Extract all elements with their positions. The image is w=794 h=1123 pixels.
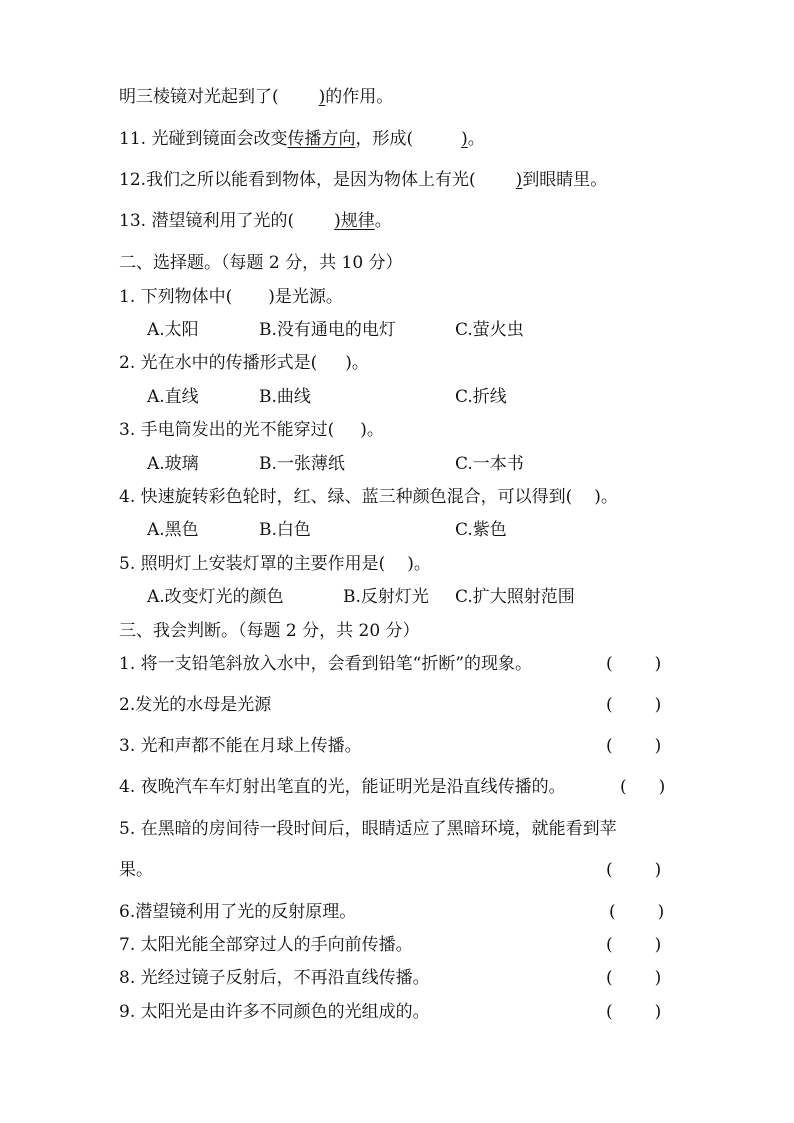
judge-item-2: 2.发光的水母是光源 (119, 695, 272, 715)
mc-q3-text: 3. 手电筒发出的光不能穿过( (119, 420, 335, 440)
q13-after: 。 (374, 211, 392, 231)
paren-close: ) (658, 777, 666, 797)
mc-q4-option-c[interactable]: C.紫色 (455, 520, 507, 540)
mc-q5-option-a[interactable]: A.改变灯光的颜色 (147, 587, 284, 607)
q12-close-paren: ) (515, 170, 523, 190)
judge-answer-5[interactable] (606, 859, 661, 881)
mc-q5-after: )。 (407, 554, 431, 574)
judge-answer-6[interactable] (609, 901, 664, 923)
judge-item-7: 7. 太阳光能全部穿过人的手向前传播。 (119, 935, 413, 955)
judge-item-5: 5. 在黑暗的房间待一段时间后，眼睛适应了黑暗环境，就能看到苹 (119, 819, 617, 839)
mc-q5-option-b[interactable]: B.反射灯光 (343, 587, 429, 607)
mc-q2-option-b[interactable]: B.曲线 (259, 387, 311, 407)
judge-answer-2[interactable] (606, 694, 661, 716)
paren-open: ( (606, 654, 613, 674)
q13-underlined: 规律 (340, 211, 375, 231)
paren-close: ) (654, 695, 662, 715)
mc-question-3 (119, 419, 384, 441)
q13-close-paren: ) (334, 211, 341, 231)
mc-q5-option-c[interactable]: C.扩大照射范围 (455, 587, 575, 607)
judge-answer-8[interactable] (606, 967, 661, 989)
judge-answer-1[interactable] (606, 653, 661, 675)
mc-q1-text: 1. 下列物体中( (119, 287, 233, 307)
paren-close: ) (654, 860, 662, 880)
paren-close: ) (654, 654, 662, 674)
section3-title: 三、我会判断。（每题 2 分，共 20 分） (119, 621, 420, 641)
mc-question-4 (119, 486, 618, 508)
fill-in-q13 (119, 210, 392, 232)
q12-text: 12.我们之所以能看到物体，是因为物体上有光( (119, 170, 476, 190)
judge-answer-4[interactable] (620, 776, 665, 798)
q11-text: 11. 光碰到镜面会改变 (119, 129, 288, 149)
judge-item-3: 3. 光和声都不能在月球上传播。 (119, 736, 362, 756)
mc-q3-option-b[interactable]: B.一张薄纸 (259, 454, 345, 474)
mc-q1-option-c[interactable]: C.萤火虫 (455, 320, 524, 340)
paren-open: ( (606, 736, 613, 756)
mc-q5-text: 5. 照明灯上安装灯罩的主要作用是( (119, 554, 386, 574)
judge-answer-7[interactable] (606, 934, 661, 956)
mc-q2-after: )。 (345, 353, 369, 373)
mc-q4-option-b[interactable]: B.白色 (259, 520, 311, 540)
q11-underlined: 传播方向 (287, 129, 356, 149)
judge-item-4: 4. 夜晚汽车车灯射出笔直的光，能证明光是沿直线传播的。 (119, 777, 566, 797)
mc-q2-text: 2. 光在水中的传播形式是( (119, 353, 318, 373)
fill-in-q10-tail (119, 86, 393, 108)
fill-in-q12 (119, 169, 607, 191)
section2-title: 二、选择题。（每题 2 分，共 10 分） (119, 253, 403, 273)
judge-item-1: 1. 将一支铅笔斜放入水中，会看到铅笔“折断”的现象。 (119, 654, 533, 674)
paren-open: ( (609, 902, 616, 922)
paren-open: ( (606, 935, 613, 955)
q12-after: 到眼睛里。 (522, 170, 608, 190)
judge-answer-9[interactable] (606, 1001, 661, 1023)
paren-open: ( (606, 1002, 613, 1022)
paren-open: ( (606, 860, 613, 880)
judge-item-5-cont: 果。 (119, 860, 153, 880)
mc-q2-option-a[interactable]: A.直线 (147, 387, 199, 407)
paren-close: ) (654, 1002, 662, 1022)
judge-answer-3[interactable] (606, 735, 661, 757)
mc-question-1 (119, 286, 343, 308)
mc-q4-text: 4. 快速旋转彩色轮时，红、绿、蓝三种颜色混合，可以得到( (119, 487, 573, 507)
judge-item-8: 8. 光经过镜子反射后，不再沿直线传播。 (119, 968, 430, 988)
mc-q3-option-a[interactable]: A.玻璃 (147, 454, 199, 474)
mc-question-5 (119, 553, 431, 575)
q10-text: 明三棱镜对光起到了( (119, 87, 279, 107)
q10-close-paren: ) (318, 87, 326, 107)
mc-q1-after: )是光源。 (268, 287, 343, 307)
judge-item-6: 6.潜望镜利用了光的反射原理。 (119, 902, 357, 922)
q11-mid: ，形成( (355, 129, 414, 149)
mc-q3-option-c[interactable]: C.一本书 (455, 454, 524, 474)
q10-after: 的作用。 (325, 87, 394, 107)
mc-q4-after: )。 (594, 487, 618, 507)
fill-in-q11 (119, 128, 485, 150)
q13-text: 13. 潜望镜利用了光的( (119, 211, 295, 231)
paren-close: ) (654, 968, 662, 988)
q11-close-paren: ) (461, 129, 468, 149)
paren-open: ( (606, 695, 613, 715)
mc-q1-option-b[interactable]: B.没有通电的电灯 (259, 320, 396, 340)
paren-open: ( (606, 968, 613, 988)
mc-q1-option-a[interactable]: A.太阳 (147, 320, 199, 340)
paren-open: ( (620, 777, 627, 797)
paren-close: ) (654, 935, 662, 955)
q11-after: 。 (467, 129, 485, 149)
mc-q3-after: )。 (360, 420, 384, 440)
mc-question-2 (119, 352, 369, 374)
paren-close: ) (657, 902, 665, 922)
paren-close: ) (654, 736, 662, 756)
mc-q4-option-a[interactable]: A.黑色 (147, 520, 199, 540)
mc-q2-option-c[interactable]: C.折线 (455, 387, 507, 407)
judge-item-9: 9. 太阳光是由许多不同颜色的光组成的。 (119, 1002, 430, 1022)
